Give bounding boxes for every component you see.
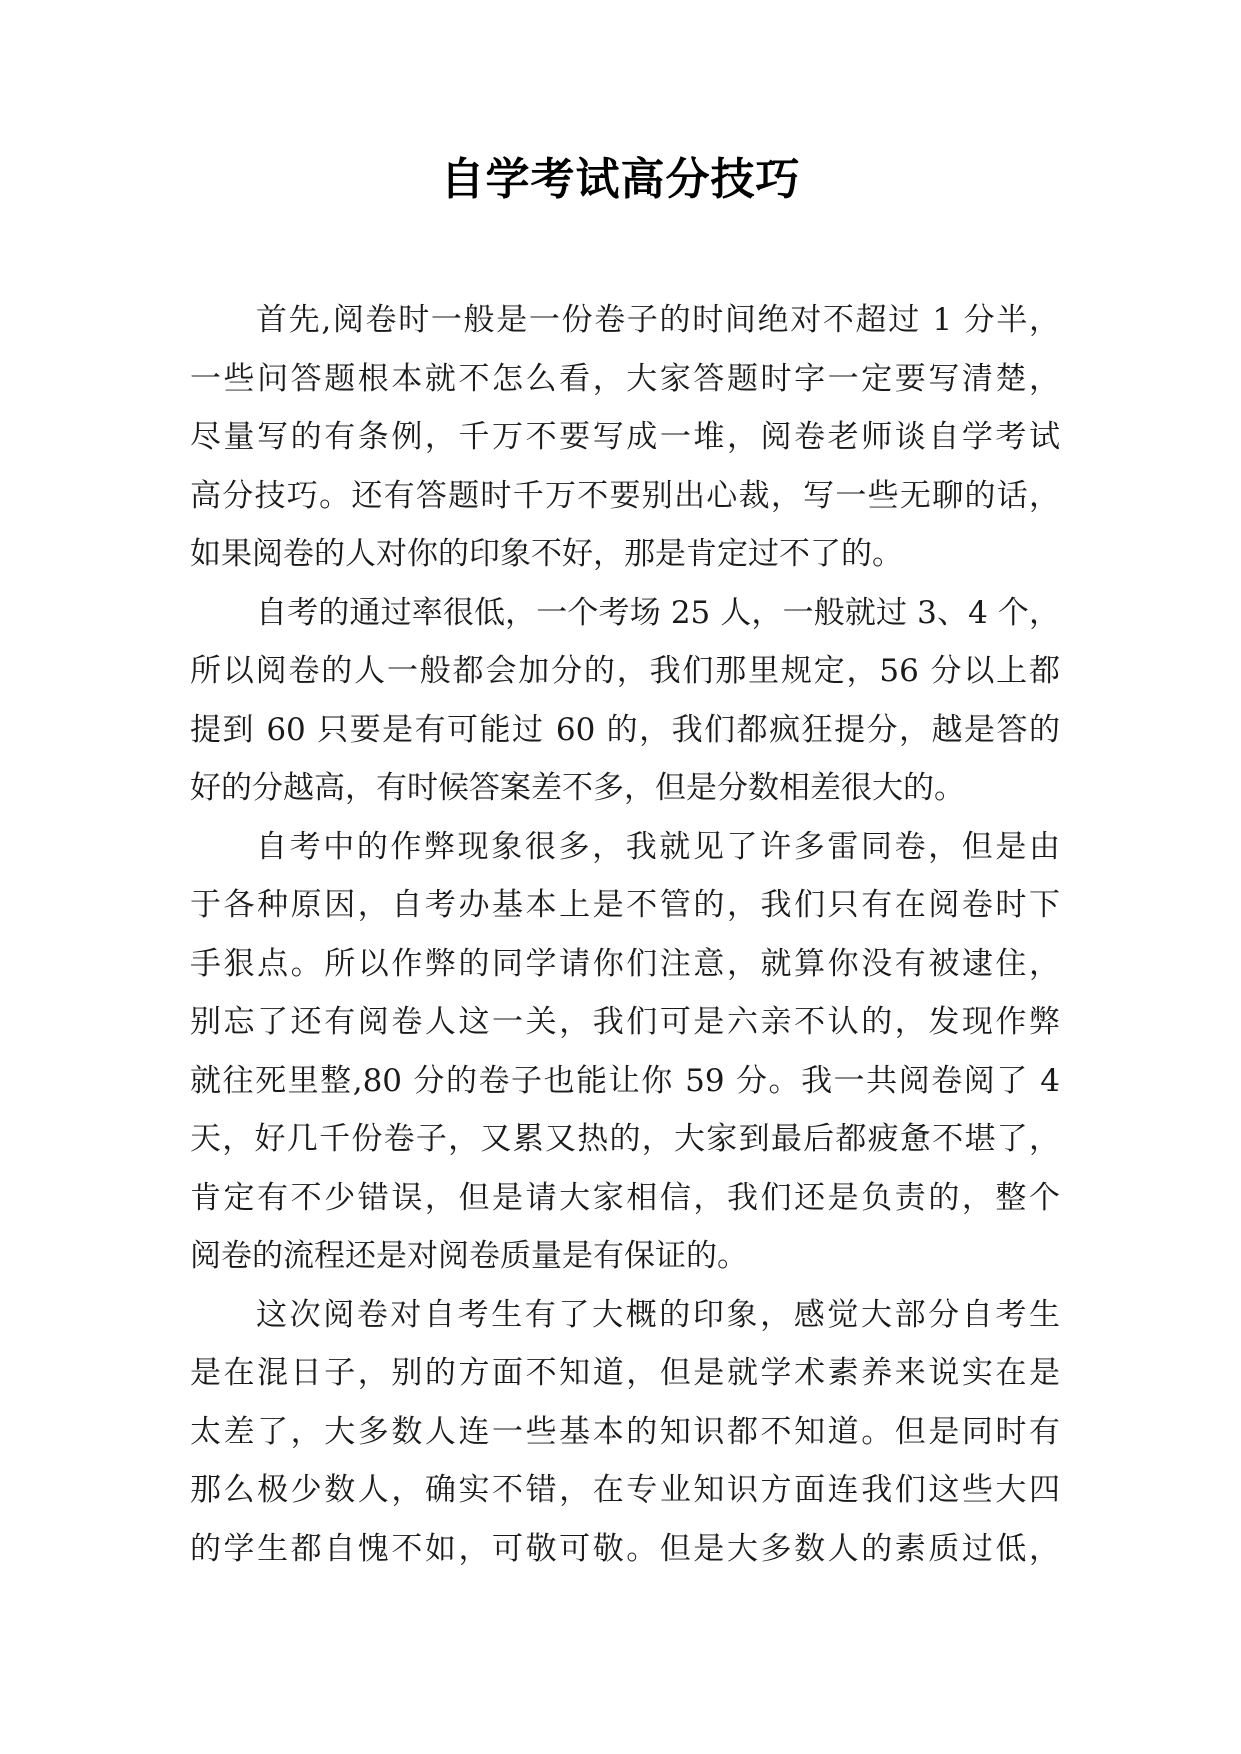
text-line: 一些问答题根本就不怎么看，大家答题时字一定要写清楚， [190,360,1060,397]
text-line: 天，好几千份卷子，又累又热的，大家到最后都疲惫不堪了， [190,1121,1060,1157]
text-line: 就往死里整,80 分的卷子也能让你 59 分。我一共阅卷阅了 4 [190,1062,1060,1099]
paragraph [190,818,1060,1286]
text-line: 别忘了还有阅卷人这一关，我们可是六亲不认的，发现作弊 [190,1004,1060,1040]
text-line: 尽量写的有条例，千万不要写成一堆，阅卷老师谈自学考试 [190,419,1060,455]
text-line: 如果阅卷的人对你的印象不好，那是肯定过不了的。 [190,536,903,572]
text-line: 提到 60 只要是有可能过 60 的，我们都疯狂提分，越是答的 [190,711,1060,748]
document-body [190,291,1060,1578]
text-line: 好的分越高，有时候答案差不多，但是分数相差很大的。 [190,770,965,806]
text-line: 所以阅卷的人一般都会加分的，我们那里规定，56 分以上都 [190,653,1060,689]
text-line: 肯定有不少错误，但是请大家相信，我们还是负责的，整个 [190,1179,1060,1216]
text-line: 自考的通过率很低，一个考场 25 人，一般就过 3、4 个， [256,594,1060,631]
text-line: 是在混日子，别的方面不知道，但是就学术素养来说实在是 [190,1355,1060,1391]
text-line: 手狠点。所以作弊的同学请你们注意，就算你没有被逮住， [190,945,1060,982]
paragraph [190,291,1060,584]
paragraph [190,1286,1060,1579]
text-line: 的学生都自愧不如，可敬可敬。但是大多数人的素质过低， [190,1530,1060,1567]
document-title: 自学考试高分技巧 [440,154,801,205]
text-line: 这次阅卷对自考生有了大概的印象，感觉大部分自考生 [256,1296,1060,1333]
text-line: 自考中的作弊现象很多，我就见了许多雷同卷，但是由 [256,828,1060,865]
text-line: 于各种原因，自考办基本上是不管的，我们只有在阅卷时下 [190,887,1060,923]
text-line: 首先,阅卷时一般是一份卷子的时间绝对不超过 1 分半， [256,302,1060,338]
text-line: 太差了，大多数人连一些基本的知识都不知道。但是同时有 [190,1413,1060,1450]
text-line: 阅卷的流程还是对阅卷质量是有保证的。 [190,1238,748,1274]
paragraph [190,584,1060,818]
text-line: 高分技巧。还有答题时千万不要别出心裁，写一些无聊的话， [190,477,1060,514]
text-line: 那么极少数人，确实不错，在专业知识方面连我们这些大四 [190,1472,1060,1508]
